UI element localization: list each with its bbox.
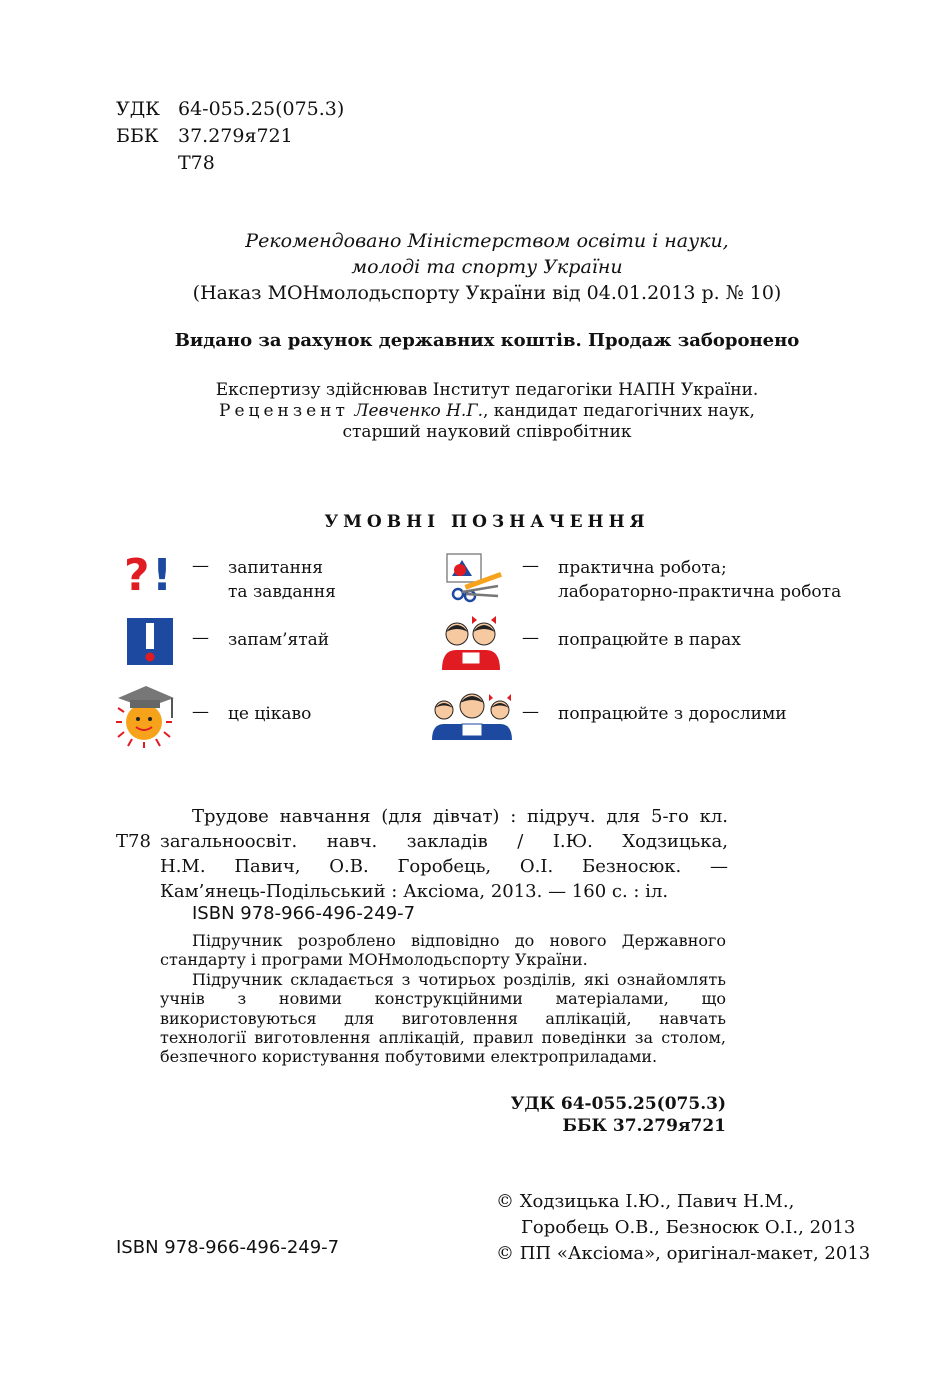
- expertise: [0, 380, 942, 443]
- legend-dash: —: [522, 702, 539, 722]
- question-exclamation-icon: [122, 552, 174, 594]
- paid-notice: Видано за рахунок державних коштів. Продаж заборонено: [174, 330, 800, 351]
- svg-text:?: ?: [124, 552, 150, 594]
- legend-dash: —: [522, 556, 539, 576]
- bib-line1: Трудове навчання (для дівчат) : підруч. для 5-го кл.: [192, 806, 728, 827]
- reviewer-name: Левченко Н.Г.: [354, 401, 483, 421]
- copyright-block: [496, 1189, 870, 1267]
- annotation-p1: Підручник розроблено відповідно до нового Державного стандарту і програми МОНмолодьспорту України.: [160, 931, 726, 970]
- pair-children-icon: [440, 616, 502, 670]
- bib-line2: загальноосвіт. навч. закладів / І.Ю. Ходзицька,: [160, 831, 728, 852]
- recommendation-line2: молоді та спорту України: [351, 256, 623, 278]
- legend-item-adults: попрацюйте з дорослими: [558, 704, 787, 724]
- bibliographic-record: [116, 804, 728, 904]
- udk-footer-line1: УДК 64-055.25(075.3): [510, 1094, 726, 1114]
- recommendation: [0, 228, 942, 306]
- bbk-value: 37.279я721: [178, 125, 293, 147]
- bib-line3: Н.М. Павич, О.В. Горобець, О.І. Безносюк. —: [160, 856, 728, 877]
- legend-item-pairs: попрацюйте в парах: [558, 630, 741, 650]
- legend-dash: —: [522, 628, 539, 648]
- tools-icon: [444, 552, 504, 604]
- family-icon: [430, 688, 514, 740]
- reviewer-line: [0, 401, 942, 422]
- svg-text:!: !: [152, 552, 173, 594]
- isbn-bottom: ISBN 978-966-496-249-7: [116, 1237, 340, 1258]
- classification-block: [116, 96, 344, 177]
- legend-item-practical: практична робота; лабораторно-практична робота: [558, 558, 842, 602]
- legend-dash: —: [192, 556, 209, 576]
- recommendation-line1: Рекомендовано Міністерством освіти і науки,: [245, 230, 729, 252]
- graduate-sun-icon: [114, 682, 180, 748]
- expertise-line1: Експертизу здійснював Інститут педагогіки НАПН України.: [215, 380, 759, 400]
- legend-item-interesting: це цікаво: [228, 704, 312, 724]
- udk-footer-line2: ББК 37.279я721: [562, 1116, 726, 1136]
- annotation-p2: Підручник складається з чотирьох розділів, які ознайомлять учнів з новими конструкційними матеріалами, що використовуються для виготовлення аплікацій, навчать технології виготовлення аплікацій, правил поведінки за столом, безпечного користування побутовими електроприладами.: [160, 969, 726, 1067]
- recommendation-order: (Наказ МОНмолодьспорту України від 04.01.2013 р. № 10): [192, 282, 782, 304]
- legend-dash: —: [192, 702, 209, 722]
- annotation: [160, 931, 726, 1067]
- reviewer-rest: , кандидат педагогічних наук,: [482, 401, 755, 421]
- bib-code: Т78: [116, 831, 151, 852]
- udk-footer: [400, 1093, 726, 1137]
- legend-title: УМОВНІ ПОЗНАЧЕННЯ: [324, 512, 650, 532]
- legend-item-questions: запитання та завдання: [228, 558, 336, 602]
- exclamation-icon: [127, 618, 173, 665]
- expertise-line3: старший науковий співробітник: [342, 422, 632, 442]
- reviewer-label: Рецензент: [219, 401, 349, 421]
- udk-value: 64-055.25(075.3): [178, 98, 345, 120]
- udk-label: УДК: [116, 98, 160, 120]
- bib-line4: Кам’янець-Подільський : Аксіома, 2013. — 160 с. : іл.: [160, 881, 669, 902]
- copyright-line2: Горобець О.В., Безносюк О.І., 2013: [521, 1217, 856, 1238]
- bbk-label: ББК: [116, 125, 159, 147]
- legend-item-remember: запам’ятай: [228, 630, 330, 650]
- copyright-line1: © Ходзицька І.Ю., Павич Н.М.,: [496, 1191, 795, 1212]
- author-mark: Т78: [178, 152, 215, 174]
- isbn-record: ISBN 978-966-496-249-7: [192, 903, 416, 924]
- legend-dash: —: [192, 628, 209, 648]
- copyright-line3: © ПП «Аксіома», оригінал-макет, 2013: [496, 1243, 871, 1264]
